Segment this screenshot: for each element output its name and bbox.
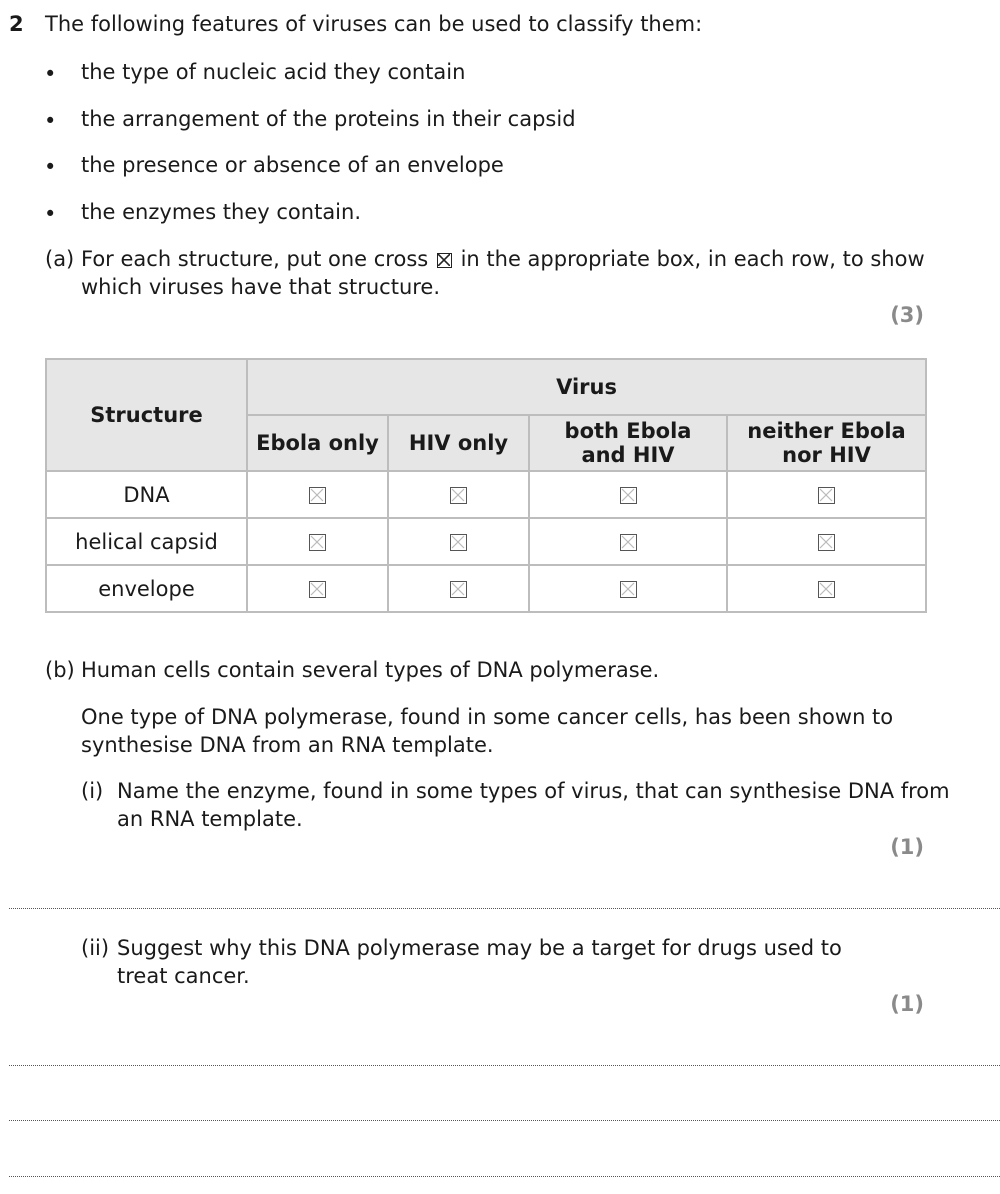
column-header-line1: both Ebola — [564, 419, 692, 443]
answer-box-capsid-neither[interactable] — [818, 534, 835, 551]
table-row — [46, 518, 926, 565]
question-number: 2 — [9, 12, 24, 36]
part-a-instruction-line2: which viruses have that structure. — [81, 275, 441, 299]
column-header-ebola-only — [247, 415, 388, 471]
column-header-line2: nor HIV — [782, 443, 871, 467]
part-b-ii-question-line2: treat cancer. — [117, 964, 250, 988]
part-a-label: (a) — [45, 247, 75, 271]
part-a-marks: (3) — [890, 303, 924, 327]
row-label-envelope: envelope — [46, 565, 247, 612]
answer-line[interactable] — [9, 908, 1000, 909]
answer-box-dna-hiv-only[interactable] — [450, 487, 467, 504]
column-header-line1: Ebola only — [256, 431, 379, 455]
part-b-paragraph-line2: synthesise DNA from an RNA template. — [81, 733, 494, 757]
column-header-line1: HIV only — [408, 431, 509, 455]
answer-box-dna-neither[interactable] — [818, 487, 835, 504]
table-row — [46, 471, 926, 518]
part-b-label: (b) — [45, 658, 75, 682]
bullet-icon: • — [44, 62, 57, 86]
answer-box-envelope-neither[interactable] — [818, 581, 835, 598]
answer-box-capsid-both[interactable] — [620, 534, 637, 551]
part-a-text-after: in the appropriate box, in each row, to show — [460, 247, 925, 271]
column-header-line2: and HIV — [581, 443, 675, 467]
row-label-helical-capsid: helical capsid — [46, 518, 247, 565]
part-b-ii-label: (ii) — [81, 936, 110, 960]
row-label-dna: DNA — [46, 471, 247, 518]
part-b-text: Human cells contain several types of DNA polymerase. — [81, 658, 660, 682]
part-b-i-question-line2: an RNA template. — [117, 807, 303, 831]
virus-header: Virus — [247, 359, 926, 415]
bullet-item: the enzymes they contain. — [81, 200, 362, 224]
column-header-neither — [727, 415, 926, 471]
answer-box-envelope-ebola-only[interactable] — [309, 581, 326, 598]
bullet-icon: • — [44, 109, 57, 133]
table-row — [46, 565, 926, 612]
cross-box-icon — [437, 253, 452, 268]
answer-box-envelope-both[interactable] — [620, 581, 637, 598]
answer-box-capsid-hiv-only[interactable] — [450, 534, 467, 551]
bullet-item: the presence or absence of an envelope — [81, 153, 504, 177]
column-header-both — [529, 415, 727, 471]
part-a-instruction — [81, 247, 925, 271]
answer-box-envelope-hiv-only[interactable] — [450, 581, 467, 598]
part-b-ii-question-line1: Suggest why this DNA polymerase may be a target for drugs used to — [117, 936, 842, 960]
part-b-ii-marks: (1) — [890, 992, 924, 1016]
virus-structure-table — [45, 358, 927, 613]
question-intro: The following features of viruses can be used to classify them: — [45, 12, 703, 36]
bullet-icon: • — [44, 202, 57, 226]
answer-box-capsid-ebola-only[interactable] — [309, 534, 326, 551]
answer-box-dna-ebola-only[interactable] — [309, 487, 326, 504]
column-header-hiv-only — [388, 415, 529, 471]
bullet-icon: • — [44, 155, 57, 179]
answer-line[interactable] — [9, 1120, 1000, 1121]
answer-line[interactable] — [9, 1065, 1000, 1066]
part-b-i-question-line1: Name the enzyme, found in some types of virus, that can synthesise DNA from — [117, 779, 950, 803]
column-header-line1: neither Ebola — [747, 419, 906, 443]
bullet-item: the type of nucleic acid they contain — [81, 60, 466, 84]
part-b-i-marks: (1) — [890, 835, 924, 859]
part-b-paragraph-line1: One type of DNA polymerase, found in some cancer cells, has been shown to — [81, 705, 894, 729]
answer-line[interactable] — [9, 1176, 1000, 1177]
bullet-item: the arrangement of the proteins in their capsid — [81, 107, 576, 131]
structure-header: Structure — [46, 359, 247, 471]
answer-box-dna-both[interactable] — [620, 487, 637, 504]
part-b-i-label: (i) — [81, 779, 104, 803]
part-a-text-before: For each structure, put one cross — [81, 247, 429, 271]
